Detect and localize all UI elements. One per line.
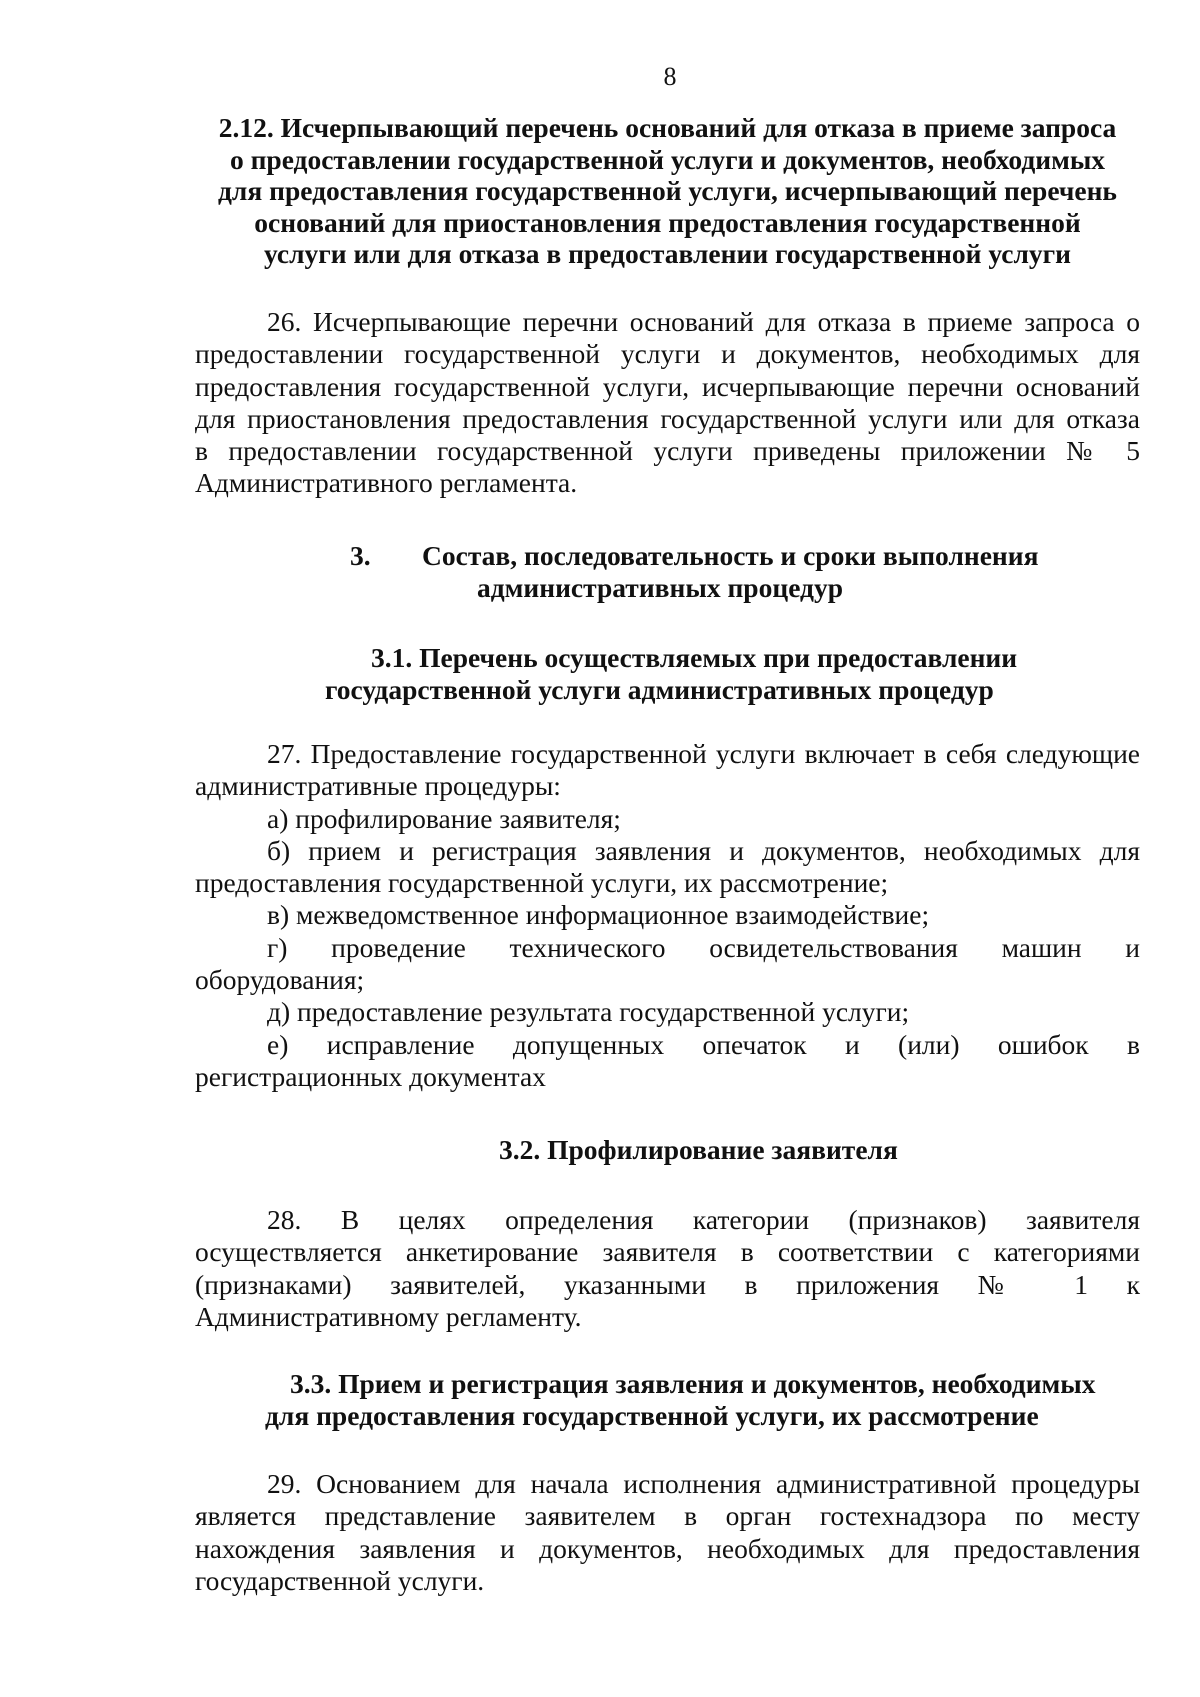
paragraph-line: нахождения заявления и документов, необходимых для предоставления: [195, 1532, 1140, 1564]
section-2-12-heading: [195, 112, 1140, 270]
list-item: б) прием и регистрация заявления и документов, необходимых для: [267, 834, 1140, 866]
heading-line: для предоставления государственной услуги, исчерпывающий перечень: [218, 175, 1117, 206]
paragraph-line: (признаками) заявителей, указанными в приложения № 1 к: [195, 1268, 1140, 1300]
list-item: д) предоставление результата государственной услуги;: [267, 996, 910, 1028]
heading-text: Состав, последовательность и сроки выполнения: [422, 540, 1039, 571]
paragraph-line: для приостановления предоставления государственной услуги или для отказа: [195, 402, 1140, 434]
heading-line: 2.12. Исчерпывающий перечень оснований для отказа в приеме запроса: [218, 112, 1117, 143]
section-3-3-heading: [195, 1368, 1140, 1431]
list-item: г) проведение технического освидетельствования машин и: [267, 931, 1140, 963]
heading-line: 3.3. Прием и регистрация заявления и документов, необходимых: [290, 1368, 1096, 1399]
heading-line: 3.1. Перечень осуществляемых при предоставлении: [371, 642, 1018, 673]
section-3-heading: [195, 540, 1140, 603]
paragraph-line: Административному регламенту.: [195, 1300, 582, 1332]
paragraph-line: предоставлении государственной услуги и документов, необходимых для: [195, 338, 1140, 370]
paragraph-line: 27. Предоставление государственной услуги включает в себя следующие: [267, 738, 1140, 769]
section-3-2-heading: [195, 1134, 1140, 1166]
section-3-1-heading: [195, 642, 1140, 705]
paragraph-line: 28. В целях определения категории (признаков) заявителя: [267, 1204, 1140, 1235]
heading-line: услуги или для отказа в предоставлении государственной услуги: [264, 238, 1071, 269]
heading-line: о предоставлении государственной услуги и документов, необходимых: [229, 143, 1106, 175]
paragraph-29: [195, 1468, 1140, 1597]
list-item: в) межведомственное информационное взаимодействие;: [267, 899, 930, 931]
heading-line: оснований для приостановления предоставления государственной: [254, 206, 1081, 238]
heading-line: [195, 540, 1140, 572]
heading-line: административных процедур: [477, 571, 843, 603]
paragraph-line: 29. Основанием для начала исполнения административной процедуры: [267, 1468, 1140, 1499]
paragraph-line: регистрационных документах: [195, 1060, 546, 1092]
heading-line: для предоставления государственной услуги, их рассмотрение: [265, 1399, 1039, 1431]
paragraph-26: [195, 306, 1140, 500]
paragraph-line: является представление заявителем в орган гостехнадзора по месту: [195, 1500, 1140, 1532]
paragraph-line: в предоставлении государственной услуги приведены приложении № 5: [195, 435, 1140, 467]
heading-line: государственной услуги административных процедур: [325, 673, 994, 705]
list-item: а) профилирование заявителя;: [267, 802, 621, 834]
section-number: 3.: [350, 540, 371, 571]
paragraph-line: Административного регламента.: [195, 467, 578, 499]
paragraph-line: предоставления государственной услуги, их рассмотрение;: [195, 867, 889, 899]
paragraph-28: [195, 1204, 1140, 1333]
paragraph-line: оборудования;: [195, 964, 365, 996]
heading-line: 3.2. Профилирование заявителя: [499, 1134, 898, 1165]
page-number: 8: [663, 62, 677, 91]
paragraph-27: [195, 738, 1140, 1093]
paragraph-line: государственной услуги.: [195, 1564, 485, 1596]
paragraph-line: административные процедуры:: [195, 770, 561, 802]
paragraph-line: осуществляется анкетирование заявителя в соответствии с категориями: [195, 1236, 1140, 1268]
paragraph-line: предоставления государственной услуги, исчерпывающие перечни оснований: [195, 370, 1140, 402]
paragraph-line: 26. Исчерпывающие перечни оснований для отказа в приеме запроса о: [267, 306, 1140, 337]
list-item: е) исправление допущенных опечаток и (или) ошибок в: [267, 1028, 1140, 1060]
